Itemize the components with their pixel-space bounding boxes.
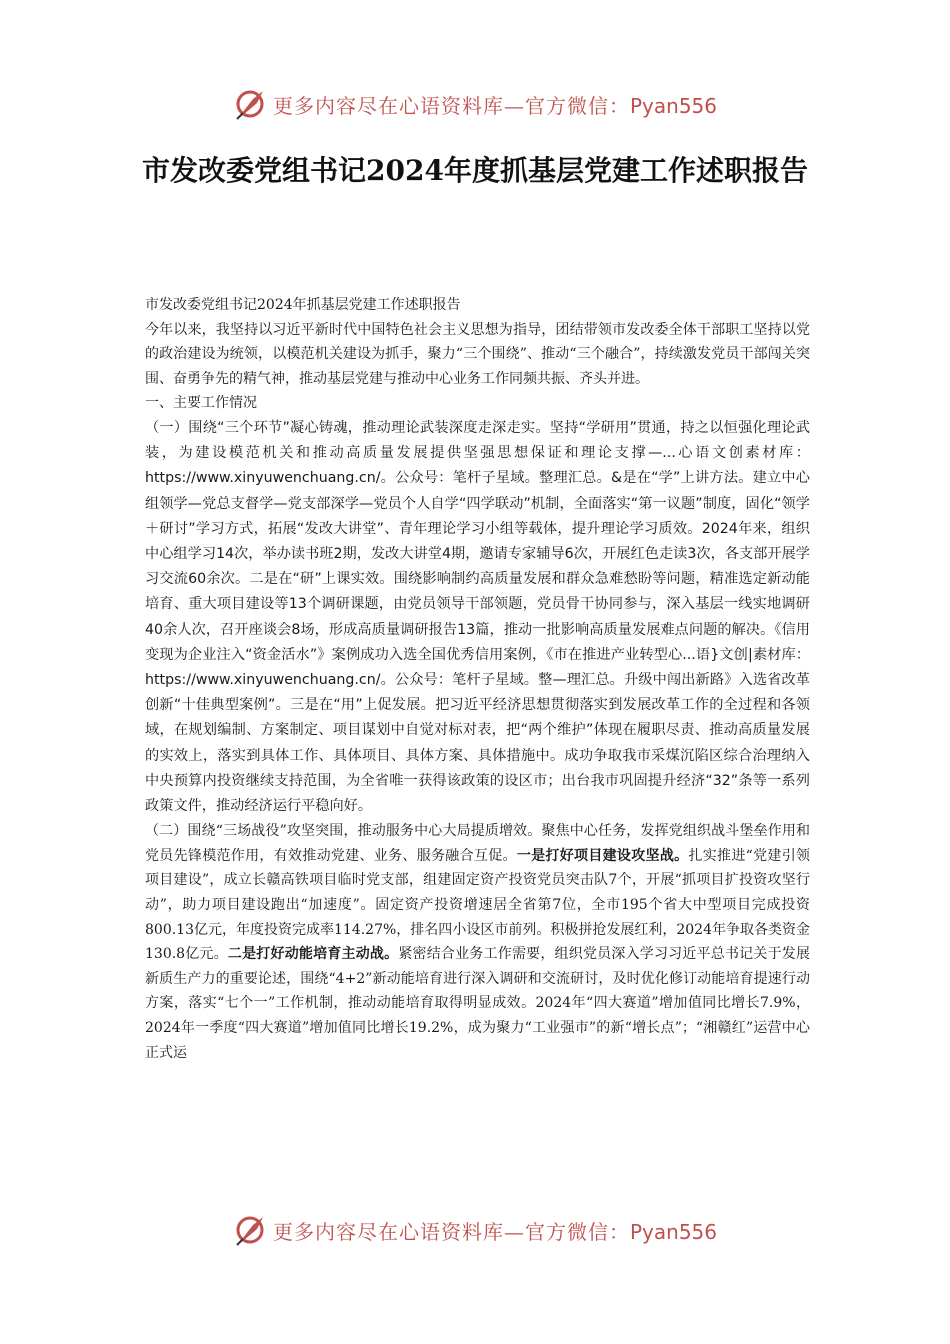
- document-subtitle: 市发改委党组书记2024年抓基层党建工作述职报告: [145, 297, 461, 313]
- banner-text: 更多内容尽在心语资料库—官方微信：Pyan556: [272, 93, 717, 118]
- quill-logo-icon: [233, 1213, 267, 1247]
- intro-paragraph: 今年以来，我坚持以习近平新时代中国特色社会主义思想为指导，团结带领市发改委全体干部职工坚持以党的政治建设为统领，以模范机关建设为抓手，聚力“三个围绕”、推动“三个融合”，持续激发党员干部闯关突围、奋勇争先的精气神，推动基层党建与推动中心业务工作同频共振、齐头并进。: [145, 321, 810, 387]
- paragraph-1: （一）围绕“三个环节”凝心铸魂，推动理论武装深度走深走实。坚持“学研用”贯通，持之以恒强化理论武装，为建设模范机关和推动高质量发展提供坚强思想保证和理论支撑—...心语文创素材库：https://www.xinyuwenchuang.cn/。公众号：笔杆子星域。整理汇总。&是在“学”上讲方法。建立中心组领学—党总支督学—党支部深学—党员个人自学“四学联动”机制，全面落实“第一议题”制度，固化“领学＋研讨”学习方式，拓展“发改大讲堂”、青年理论学习小组等载体，提升理论学习质效。2024年来，组织中心组学习14次，举办读书班2期，发改大讲堂4期，邀请专家辅导6次，开展红色走读3次，各支部开展学习交流60余次。二是在“研”上课实效。围绕影响制约高质量发展和群众急难愁盼等问题，精准选定新动能培育、重大项目建设等13个调研课题，由党员领导干部领题，党员骨干协同参与，深入基层一线实地调研40余人次，召开座谈会8场，形成高质量调研报告13篇，推动一批影响高质量发展难点问题的解决。《信用变现为企业注入“资金活水”》案例成功入选全国优秀信用案例，《市在推进产业转型心...语}文创|素材库：https://www.xinyuwenchuang.cn/。公众号：笔杆子星域。整—理汇总。升级中闯出新路》入选省改革创新“十佳典型案例”。三是在“用”上促发展。把习近平经济思想贯彻落实到发展改革工作的全过程和各领域，在规划编制、方案制定、项目谋划中自觉对标对表，把“两个维护”体现在履职尽责、推动高质量发展的实效上，落实到具体工作、具体项目、具体方案、具体措施中。成功争取我市采煤沉陷区综合治理纳入中央预算内投资继续支持范围，为全省唯一获得该政策的设区市；出台我市巩固提升经济“32”条等一系列政策文件，推动经济运行平稳向好。: [145, 419, 810, 815]
- quill-logo-icon: [233, 87, 267, 121]
- banner-text: 更多内容尽在心语资料库—官方微信：Pyan556: [272, 1219, 717, 1244]
- footer-banner: [0, 1210, 950, 1250]
- banner-wechat-id: Pyan556: [629, 1219, 717, 1244]
- section-heading: 一、主要工作情况: [145, 395, 257, 412]
- document-title: 市发改委党组书记2024年度抓基层党建工作述职报告: [142, 154, 808, 187]
- paragraph-2: （二）围绕“三场战役”攻坚突围，推动服务中心大局提质增效。聚焦中心任务，发挥党组织战斗堡垒作用和党员先锋模范作用，有效推动党建、业务、服务融合互促。一是打好项目建设攻坚战。扎实推进“党建引领项目建设”，成立长赣高铁项目临时党支部，组建固定资产投资党员突击队7个，开展“抓项目扩投资攻坚行动”，助力项目建设跑出“加速度”。固定资产投资增速居全省第7位，全市195个省大中型项目完成投资800.13亿元，年度投资完成率114.27%，排名四小设区市前列。积极拼抢发展红利，2024年争取各类资金130.8亿元。二是打好动能培育主动战。紧密结合业务工作需要，组织党员深入学习习近平总书记关于发展新质生产力的重要论述，围绕“4+2”新动能培育进行深入调研和交流研讨，及时优化修订动能培育提速行动方案，落实“七个一”工作机制，推动动能培育取得明显成效。2024年“四大赛道”增加值同比增长7.9%，2024年一季度“四大赛道”增加值同比增长19.2%，成为聚力“工业强市”的新“增长点”；“湘赣红”运营中心正式运: [145, 823, 810, 1061]
- bold-point-2: 二是打好动能培育主动战。: [227, 946, 399, 963]
- banner-wechat-id: Pyan556: [629, 93, 717, 118]
- document-body: [145, 293, 810, 1065]
- header-banner: [0, 84, 950, 124]
- bold-point-1: 一是打好项目建设攻坚战。: [516, 847, 689, 864]
